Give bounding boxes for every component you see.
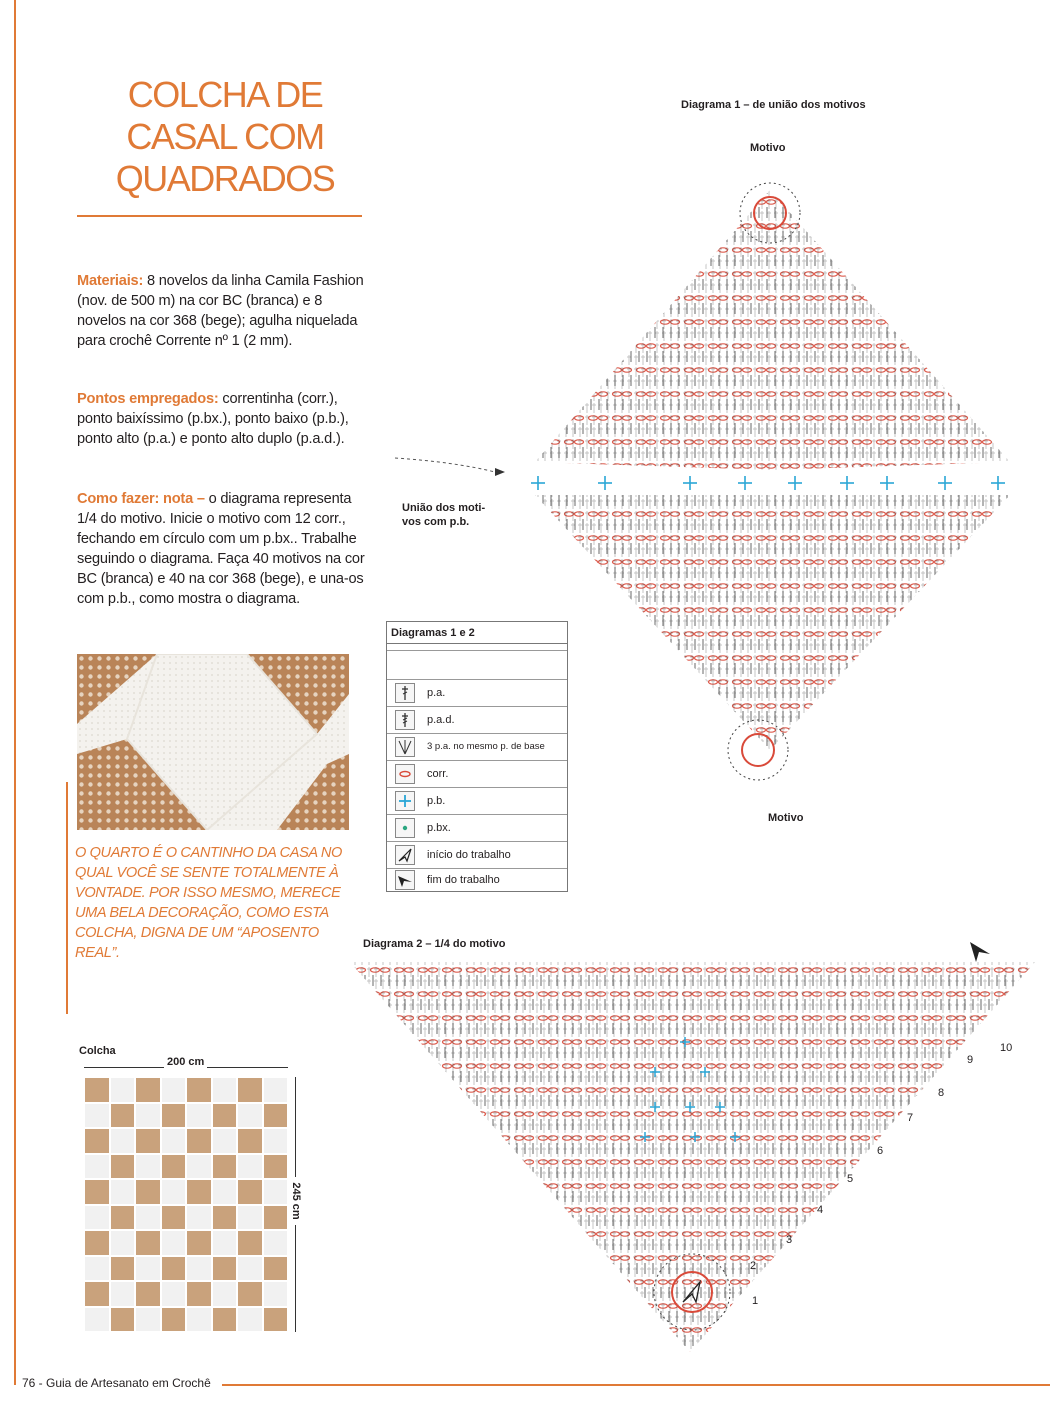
diagram1-motivo-top-label: Motivo [750, 142, 786, 154]
colcha-square [110, 1281, 136, 1307]
colcha-square [263, 1077, 289, 1103]
colcha-square [135, 1307, 161, 1333]
colcha-square [161, 1179, 187, 1205]
colcha-square [161, 1103, 187, 1129]
union-label-line-2: vos com p.b. [402, 516, 470, 528]
stitch-legend [386, 621, 568, 892]
colcha-square [161, 1205, 187, 1231]
colcha-square [84, 1230, 110, 1256]
legend-title: Diagramas 1 e 2 [387, 622, 567, 644]
row-number-6: 6 [877, 1145, 884, 1157]
colcha-square [263, 1307, 289, 1333]
colcha-square [263, 1128, 289, 1154]
colcha-square [135, 1281, 161, 1307]
colcha-square [84, 1281, 110, 1307]
colcha-square [135, 1154, 161, 1180]
colcha-square [186, 1256, 212, 1282]
plus-symbol-icon [395, 791, 415, 811]
legend-row-empty [387, 650, 567, 677]
footer-page-label: 76 - Guia de Artesanato em Crochê [22, 1376, 211, 1390]
title-line-2: CASAL COM [126, 116, 324, 157]
colcha-square [237, 1205, 263, 1231]
legend-label-pad: p.a.d. [427, 714, 455, 726]
colcha-square [186, 1128, 212, 1154]
colcha-square [186, 1281, 212, 1307]
row-number-8: 8 [938, 1087, 945, 1099]
stitches-text: correntinha (corr.), ponto baixíssimo (p.bx.), ponto baixo (p.b.), ponto alto (p.a.) e ponto alto duplo (p.a.d.). [77, 391, 349, 447]
legend-row-three-pa [387, 733, 567, 760]
diagram2-end-arrow-icon [970, 942, 990, 962]
union-pointer-line [395, 458, 495, 472]
title-line-1: COLCHA DE [127, 74, 323, 115]
colcha-square [161, 1281, 187, 1307]
colcha-square [263, 1256, 289, 1282]
row-number-2: 2 [750, 1260, 757, 1272]
colcha-square [237, 1128, 263, 1154]
legend-label-end: fim do trabalho [427, 874, 500, 886]
colcha-square [186, 1230, 212, 1256]
colcha-square [110, 1230, 136, 1256]
diagram1-title: Diagrama 1 – de união dos motivos [681, 99, 866, 111]
colcha-square [212, 1154, 238, 1180]
colcha-square [186, 1103, 212, 1129]
row-number-5: 5 [847, 1173, 854, 1185]
colcha-square [237, 1281, 263, 1307]
colcha-square [110, 1128, 136, 1154]
colcha-square [237, 1077, 263, 1103]
photo-caption: O QUARTO É O CANTINHO DA CASA NO QUAL VOCÊ SE SENTE TOTALMENTE À VONTADE. POR ISSO MESMO, MERECE UMA BELA DECORAÇÃO, COMO ESTA COLCHA, DIGNA DE UM “APOSENTO REAL”. [75, 845, 342, 961]
stitches-paragraph [77, 389, 369, 449]
three-pa-symbol-icon [395, 737, 415, 757]
colcha-square [186, 1205, 212, 1231]
colcha-square [161, 1307, 187, 1333]
colcha-width-label: 200 cm [164, 1056, 207, 1068]
colcha-square [237, 1103, 263, 1129]
colcha-square [84, 1077, 110, 1103]
legend-row-end [387, 868, 567, 891]
caption-accent-rule [66, 782, 68, 1014]
row-number-3: 3 [786, 1234, 793, 1246]
colcha-square [161, 1128, 187, 1154]
colcha-square [84, 1307, 110, 1333]
diagram2-title: Diagrama 2 – 1/4 do motivo [363, 938, 506, 950]
colcha-square [161, 1256, 187, 1282]
colcha-square [212, 1128, 238, 1154]
instructions-label: Como fazer: nota – [77, 491, 205, 507]
colcha-square [135, 1205, 161, 1231]
colcha-grid [84, 1077, 288, 1332]
page-title [100, 74, 350, 200]
row-number-4: 4 [817, 1204, 824, 1216]
colcha-square [84, 1154, 110, 1180]
legend-label-start: início do trabalho [427, 849, 511, 861]
colcha-square [161, 1154, 187, 1180]
instructions-paragraph [77, 489, 369, 609]
colcha-square [263, 1154, 289, 1180]
legend-row-pa [387, 679, 567, 706]
colcha-square [186, 1077, 212, 1103]
colcha-square [237, 1256, 263, 1282]
colcha-square [212, 1256, 238, 1282]
colcha-square [110, 1154, 136, 1180]
colcha-square [84, 1179, 110, 1205]
colcha-square [135, 1230, 161, 1256]
colcha-square [110, 1205, 136, 1231]
dot-symbol-icon [395, 818, 415, 838]
colcha-square [110, 1307, 136, 1333]
colcha-square [212, 1205, 238, 1231]
materials-text: 8 novelos da linha Camila Fashion (nov. de 500 m) na cor BC (branca) e 8 novelos na cor 368 (bege); agulha niquelada para crochê Corrente nº 1 (2 mm). [77, 273, 364, 349]
legend-row-pad [387, 706, 567, 733]
colcha-square [237, 1230, 263, 1256]
bedspread-photo [77, 654, 349, 830]
colcha-square [263, 1281, 289, 1307]
colcha-square [212, 1307, 238, 1333]
footer-rule [222, 1384, 1050, 1386]
colcha-square [135, 1256, 161, 1282]
colcha-height-label: 245 cm [290, 1177, 302, 1225]
union-pointer-arrow-icon [495, 468, 505, 476]
colcha-square [135, 1128, 161, 1154]
pa-symbol-icon [395, 683, 415, 703]
colcha-square [84, 1256, 110, 1282]
title-line-3: QUADRADOS [115, 158, 335, 199]
colcha-square [110, 1077, 136, 1103]
title-underline [77, 215, 362, 217]
legend-label-pb: p.b. [427, 795, 446, 807]
legend-row-start [387, 841, 567, 868]
legend-label-three-pa: 3 p.a. no mesmo p. de base [427, 741, 545, 752]
colcha-square [263, 1230, 289, 1256]
colcha-square [186, 1307, 212, 1333]
left-accent-rule [14, 0, 16, 1385]
chain-symbol-icon [395, 764, 415, 784]
start-arrow-icon [395, 845, 415, 865]
row-number-7: 7 [907, 1112, 914, 1124]
materials-label: Materiais: [77, 273, 144, 289]
colcha-square [84, 1128, 110, 1154]
colcha-square [237, 1307, 263, 1333]
colcha-square [186, 1154, 212, 1180]
colcha-square [263, 1179, 289, 1205]
colcha-square [212, 1103, 238, 1129]
colcha-square [212, 1230, 238, 1256]
diagram1-motivo-bottom-label: Motivo [768, 812, 804, 824]
colcha-square [237, 1179, 263, 1205]
row-number-1: 1 [752, 1295, 759, 1307]
instructions-text: o diagrama representa 1/4 do motivo. Inicie o motivo com 12 corr., fechando em círculo com um p.bx.. Trabalhe seguindo o diagrama. Faça 40 motivos na cor BC (branca) e 40 na cor 368 (bege), e una-os com p.b., como mostra o diagrama. [77, 491, 365, 607]
colcha-square [84, 1103, 110, 1129]
bedspread-photo-image [77, 654, 349, 830]
materials-paragraph [77, 271, 369, 351]
diagram2-chart [345, 942, 1045, 1382]
pad-symbol-icon [395, 710, 415, 730]
end-arrow-icon [395, 870, 415, 890]
legend-label-pa: p.a. [427, 687, 446, 699]
colcha-square [135, 1179, 161, 1205]
colcha-square [110, 1103, 136, 1129]
legend-row-pbx [387, 814, 567, 841]
colcha-square [161, 1230, 187, 1256]
colcha-square [212, 1281, 238, 1307]
row-number-10: 10 [1000, 1042, 1013, 1054]
colcha-title: Colcha [79, 1045, 116, 1057]
colcha-square [84, 1205, 110, 1231]
colcha-square [212, 1179, 238, 1205]
colcha-square [110, 1256, 136, 1282]
row-number-9: 9 [967, 1054, 974, 1066]
diagram1-union-stitches [531, 476, 1005, 490]
colcha-square [212, 1077, 238, 1103]
legend-row-pb [387, 787, 567, 814]
colcha-square [110, 1179, 136, 1205]
diagram1-bottom-ring [742, 734, 774, 766]
stitches-label: Pontos empregados: [77, 391, 219, 407]
colcha-square [135, 1077, 161, 1103]
colcha-square [263, 1103, 289, 1129]
legend-row-chain [387, 760, 567, 787]
union-label-line-1: União dos moti- [402, 502, 486, 514]
colcha-square [186, 1179, 212, 1205]
legend-label-chain: corr. [427, 768, 449, 780]
colcha-square [135, 1103, 161, 1129]
colcha-square [263, 1205, 289, 1231]
legend-label-pbx: p.bx. [427, 822, 451, 834]
colcha-square [237, 1154, 263, 1180]
colcha-square [161, 1077, 187, 1103]
